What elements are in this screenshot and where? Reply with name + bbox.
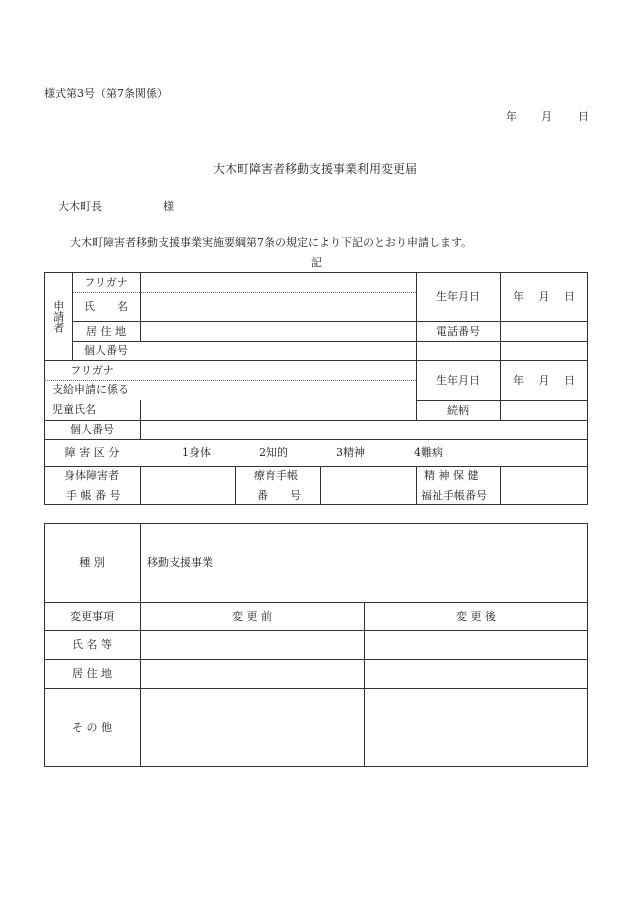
applicant-phone-label: 電話番号	[436, 324, 480, 338]
physical-handbook-label-line2: 手 帳 番 号	[66, 489, 121, 502]
child-birthdate-label: 生年月日	[436, 373, 480, 387]
applicant-address-field[interactable]	[140, 321, 416, 341]
applicant-personal-number-label: 個人番号	[84, 344, 128, 357]
date-day: 日	[578, 110, 589, 123]
change-row-name-label: 氏 名 等	[72, 638, 112, 651]
child-furigana-label: フリガナ	[70, 363, 114, 377]
document-title: 大木町障害者移動支援事業利用変更届	[212, 162, 417, 176]
disability-option-intractable[interactable]: 4難病	[414, 446, 443, 459]
applicant-phone-field[interactable]	[500, 321, 588, 341]
physical-handbook-label-line1: 身体障害者	[64, 469, 119, 482]
child-name-label-line1: 支給申請に係る	[52, 383, 129, 396]
child-relation-label: 続柄	[447, 403, 469, 417]
child-furigana-field[interactable]	[140, 360, 416, 380]
ryoiku-handbook-label-line2: 番 号	[257, 489, 301, 502]
applicant-personal-number-field[interactable]	[140, 341, 588, 360]
change-row-address-label: 居 住 地	[72, 667, 112, 680]
disability-option-physical[interactable]: 1身体	[182, 446, 211, 459]
child-personal-number-label: 個人番号	[70, 423, 114, 436]
disability-option-intellectual[interactable]: 2知的	[259, 446, 288, 459]
change-row-address-before[interactable]	[140, 659, 364, 688]
disability-category-label: 障 害 区 分	[64, 446, 120, 459]
change-item-header: 変更事項	[70, 609, 114, 623]
ki-label: 記	[311, 256, 322, 269]
applicant-name-label: 氏 名	[84, 300, 128, 313]
ryoiku-handbook-label-line1: 療育手帳	[254, 469, 298, 482]
disability-option-mental[interactable]: 3精神	[336, 446, 365, 459]
after-change-header: 変 更 後	[456, 609, 496, 623]
date-year: 年	[506, 110, 517, 123]
physical-handbook-field[interactable]	[141, 467, 235, 505]
date-month: 月	[541, 110, 552, 123]
change-row-address-after[interactable]	[364, 659, 588, 688]
addressee: 大木町長	[58, 200, 102, 213]
form-number: 様式第3号（第7条関係）	[44, 87, 168, 100]
change-row-name-after[interactable]	[364, 630, 588, 659]
applicant-birthdate-label: 生年月日	[436, 290, 480, 303]
type-label: 種 別	[79, 556, 105, 569]
child-name-field[interactable]	[140, 380, 416, 420]
ryoiku-handbook-field[interactable]	[321, 467, 416, 505]
child-relation-field[interactable]	[500, 400, 588, 420]
applicant-name-field[interactable]	[140, 292, 416, 321]
statement: 大木町障害者移動支援事業実施要綱第7条の規定により下記のとおり申請します。	[70, 236, 473, 249]
mental-handbook-label-line2: 福祉手帳番号	[421, 489, 487, 502]
change-row-other-after[interactable]	[364, 688, 588, 767]
applicant-group-label: 申請者	[51, 299, 65, 333]
change-row-other-label: そ の 他	[72, 721, 112, 734]
honorific: 様	[163, 200, 174, 213]
change-row-name-before[interactable]	[140, 630, 364, 659]
mental-handbook-label-line1: 精 神 保 健	[424, 469, 479, 482]
mental-handbook-field[interactable]	[501, 467, 588, 505]
before-change-header: 変 更 前	[232, 609, 272, 623]
applicant-furigana-field[interactable]	[140, 272, 416, 292]
applicant-address-label: 居 住 地	[86, 324, 126, 338]
child-name-label-line2: 児童氏名	[52, 403, 96, 416]
change-row-other-before[interactable]	[140, 688, 364, 767]
child-personal-number-field[interactable]	[140, 420, 588, 439]
child-birthdate-value[interactable]: 年 月 日	[513, 373, 575, 387]
applicant-furigana-label: フリガナ	[84, 275, 128, 289]
applicant-birthdate-value[interactable]: 年 月 日	[513, 290, 575, 303]
type-value: 移動支援事業	[147, 556, 213, 569]
